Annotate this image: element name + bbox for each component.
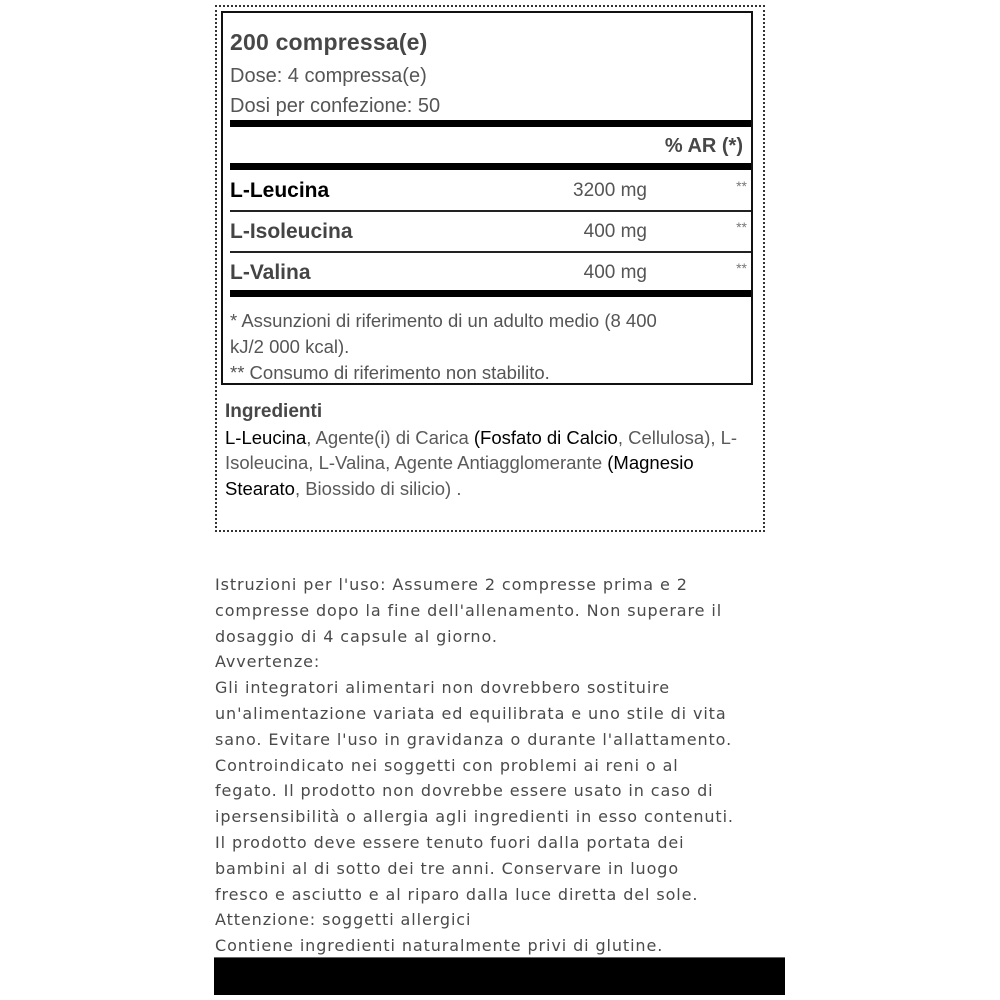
ingredient-text: , Biossido di silicio) . bbox=[294, 477, 462, 499]
instruction-line: bambini al di sotto dei tre anni. Conservare in luogo bbox=[215, 858, 680, 878]
footer-black-bar bbox=[214, 957, 785, 995]
ingredient-highlight: (Magnesio Stearato bbox=[225, 452, 694, 499]
nutrient-ar: ** bbox=[736, 219, 747, 235]
footnotes bbox=[230, 308, 751, 386]
nutrition-facts-table bbox=[221, 11, 753, 385]
nutrient-amount: 3200 mg bbox=[573, 180, 647, 201]
instruction-line: compresse dopo la fine dell'allenamento. Non superare il bbox=[215, 600, 723, 620]
instruction-line: un'alimentazione variata ed equilibrata e uno stile di vita bbox=[215, 703, 727, 723]
package-size-title: 200 compressa(e) bbox=[230, 29, 428, 55]
nutrient-name: L-Isoleucina bbox=[230, 220, 353, 243]
thick-divider bbox=[230, 163, 751, 170]
thick-divider bbox=[230, 120, 751, 127]
ingredient-text: , Agente(i) di Carica bbox=[306, 426, 474, 448]
instruction-line: Istruzioni per l'uso: Assumere 2 compresse prima e 2 bbox=[215, 575, 688, 594]
instruction-line: fresco e asciutto e al riparo dalla luce diretta del sole. bbox=[215, 884, 699, 904]
instruction-line: Il prodotto deve essere tenuto fuori dalla portata dei bbox=[215, 832, 685, 852]
instruction-line: Controindicato nei soggetti con problemi ai reni o al bbox=[215, 755, 679, 775]
usage-instructions bbox=[215, 572, 795, 959]
product-info-container bbox=[215, 5, 765, 532]
nutrient-ar: ** bbox=[736, 178, 747, 194]
nutrient-name: L-Valina bbox=[230, 261, 311, 284]
footnote-not-established: ** Consumo di riferimento non stabilito. bbox=[230, 362, 550, 383]
instruction-line: ipersensibilità o allergia agli ingredienti in esso contenuti. bbox=[215, 807, 734, 827]
ingredient-text: , Cellulosa), L-Isoleucina, L-Valina, Agente Antiagglomerante bbox=[225, 426, 738, 473]
nutrient-row bbox=[230, 170, 751, 212]
nutrient-ar: ** bbox=[736, 260, 747, 276]
doses-per-pack-text: Dosi per confezione: 50 bbox=[230, 95, 441, 117]
nutrient-row bbox=[230, 252, 751, 292]
gluten-free-notice: Contiene ingredienti naturalmente privi di glutine. bbox=[215, 936, 664, 956]
instruction-line: dosaggio di 4 capsule al giorno. bbox=[215, 626, 498, 646]
ingredient-highlight: (Fosfato di Calcio bbox=[473, 426, 618, 448]
nutrient-name: L-Leucina bbox=[230, 179, 330, 202]
allergen-notice: Attenzione: soggetti allergici bbox=[215, 910, 472, 930]
ingredients-title: Ingredienti bbox=[225, 401, 323, 422]
nutrient-amount: 400 mg bbox=[583, 262, 647, 283]
ingredients-list bbox=[225, 425, 745, 502]
footnote-reference-intake-cont: kJ/2 000 kcal). bbox=[230, 336, 350, 357]
thick-divider bbox=[230, 290, 751, 297]
ingredients-section bbox=[225, 399, 745, 501]
warnings-heading: Avvertenze: bbox=[215, 652, 321, 672]
instruction-line: Gli integratori alimentari non dovrebbero sostituire bbox=[215, 678, 671, 698]
dose-text: Dose: 4 compressa(e) bbox=[230, 65, 427, 87]
ingredient-highlight: L-Leucina bbox=[225, 426, 307, 448]
ar-column-header: % AR (*) bbox=[664, 135, 743, 157]
instruction-line: fegato. Il prodotto non dovrebbe essere usato in caso di bbox=[215, 781, 714, 801]
nutrient-amount: 400 mg bbox=[583, 221, 647, 242]
nutrient-row bbox=[230, 211, 751, 253]
footnote-reference-intake: * Assunzioni di riferimento di un adulto medio (8 400 bbox=[230, 310, 657, 331]
instruction-line: sano. Evitare l'uso in gravidanza o durante l'allattamento. bbox=[215, 729, 733, 749]
